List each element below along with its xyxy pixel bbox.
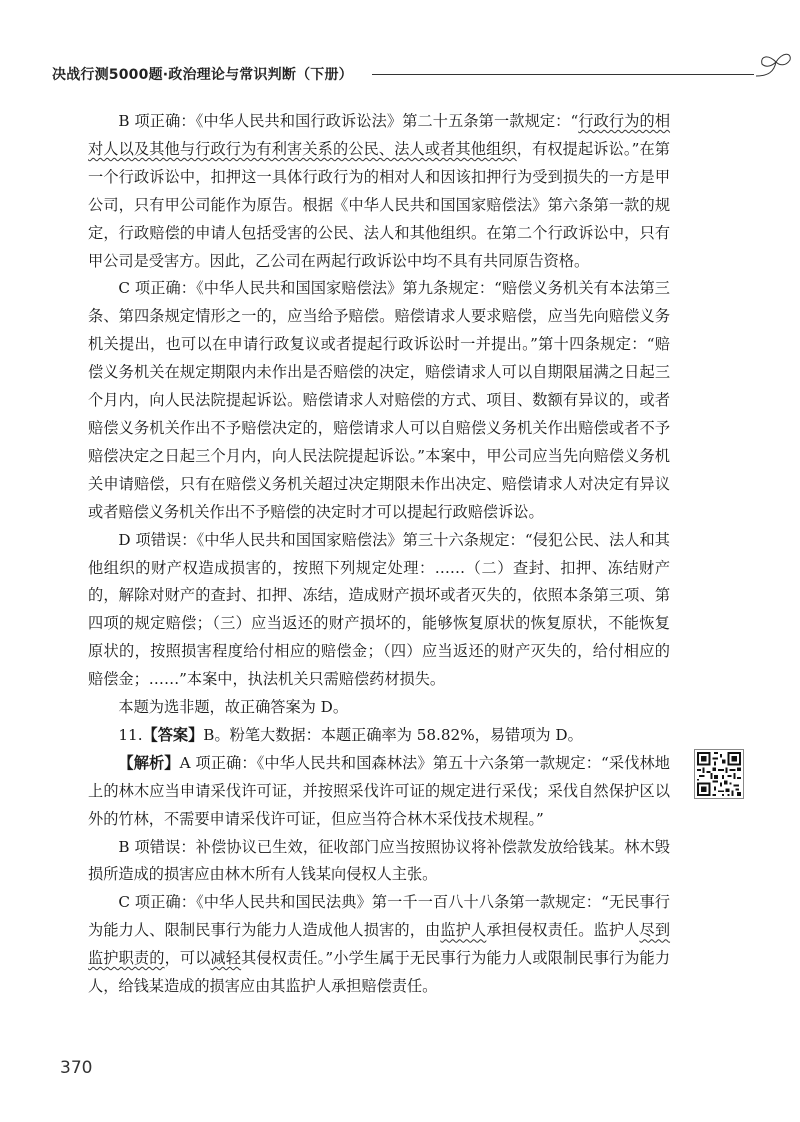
leaf-icon <box>752 48 796 86</box>
header-rule <box>372 74 754 75</box>
underlined-text: 行政行为的相对人以及其他与行政行为有利害关系的公民、法人或者其他组织 <box>88 112 671 158</box>
paragraph-c: C 项正确：《中华人民共和国国家赔偿法》第九条规定：“赔偿义务机关有本法第三条、第四条规定情形之一的，应当给予赔偿。赔偿请求人要求赔偿，应当先向赔偿义务机关提出，也可以在申请行政复议或者提起行政诉讼时一并提出。”第十四条规定：“赔偿义务机关在规定期限内未作出是否赔偿的决定，赔偿请求人可以自期限届满之日起三个月内，向人民法院提起诉讼。赔偿请求人对赔偿的方式、项目、数额有异议的，或者赔偿义务机关作出不予赔偿决定的，赔偿请求人可以自赔偿义务机关作出赔偿或者不予赔偿决定之日起三个月内，向人民法院提起诉讼。”本案中，甲公司应当先向赔偿义务机关申请赔偿，只有在赔偿义务机关超过决定期限未作出决定、赔偿请求人对决定有异议或者赔偿义务机关作出不予赔偿的决定时才可以提起行政赔偿诉讼。 <box>88 279 670 521</box>
answer-tag: 【答案】 <box>142 725 204 744</box>
qr-code[interactable] <box>694 749 744 799</box>
answer-11: 11.【答案】B。粉笔大数据：本题正确率为 58.82%，易错项为 D。 <box>118 725 583 744</box>
page-number: 370 <box>60 1058 93 1078</box>
running-header <box>52 62 752 86</box>
page-body <box>88 108 670 1001</box>
paragraph-d: D 项错误：《中华人民共和国国家赔偿法》第三十六条规定：“侵犯公民、法人和其他组织的财产权造成损害的，按照下列规定处理：……（二）查封、扣押、冻结财产的，解除对财产的查封、扣押、冻结，造成财产损坏或者灭失的，依照本条第三项、第四项的规定赔偿；（三）应当返还的财产损坏的，能够恢复原状的恢复原状，不能恢复原状的，按照损害程度给付相应的赔偿金；（四）应当返还的财产灭失的，给付相应的赔偿金；……”本案中，执法机关只需赔偿药材损失。 <box>88 530 670 689</box>
analysis-tag: 【解析】 <box>118 753 180 772</box>
paragraph-c-11: C 项正确：《中华人民共和国民法典》第一千一百八十八条第一款规定：“无民事行为能力人、限制民事行为能力人造成他人损害的，由监护人承担侵权责任。监护人尽到监护职责的，可以减轻其侵权责任。”小学生属于无民事行为能力人或限制民事行为能力人，给钱某造成的损害应由其监护人承担赔偿责任。 <box>88 893 671 996</box>
underlined-text: 减轻 <box>210 949 242 968</box>
analysis-11: 【解析】A 项正确：《中华人民共和国森林法》第五十六条第一款规定：“采伐林地上的林木应当申请采伐许可证，并按照采伐许可证的规定进行采伐；采伐自然保护区以外的竹林，不需要申请采伐许可证，但应当符合林木采伐技术规程。” <box>88 753 670 828</box>
paragraph-b-11: B 项错误：补偿协议已生效，征收部门应当按照协议将补偿款发放给钱某。林木毁损所造成的损害应由林木所有人钱某向侵权人主张。 <box>88 837 670 884</box>
underlined-text: 监护人 <box>440 921 487 940</box>
underlined-text: 尽到监护职责的 <box>88 921 671 968</box>
paragraph-conclusion: 本题为选非题，故正确答案为 D。 <box>118 698 349 717</box>
paragraph-b: B 项正确：《中华人民共和国行政诉讼法》第二十五条第一款规定：“行政行为的相对人以及其他与行政行为有利害关系的公民、法人或者其他组织，有权提起诉讼。”在第一个行政诉讼中，扣押这一具体行政行为的相对人和因该扣押行为受到损失的一方是甲公司，只有甲公司能作为原告。根据《中华人民共和国国家赔偿法》第六条第一款的规定，行政赔偿的申请人包括受害的公民、法人和其他组织。在第二个行政诉讼中，只有甲公司是受害方。因此，乙公司在两起行政诉讼中均不具有共同原告资格。 <box>88 112 671 270</box>
header-title: 决战行测5000题·政治理论与常识判断（下册） <box>52 67 353 83</box>
